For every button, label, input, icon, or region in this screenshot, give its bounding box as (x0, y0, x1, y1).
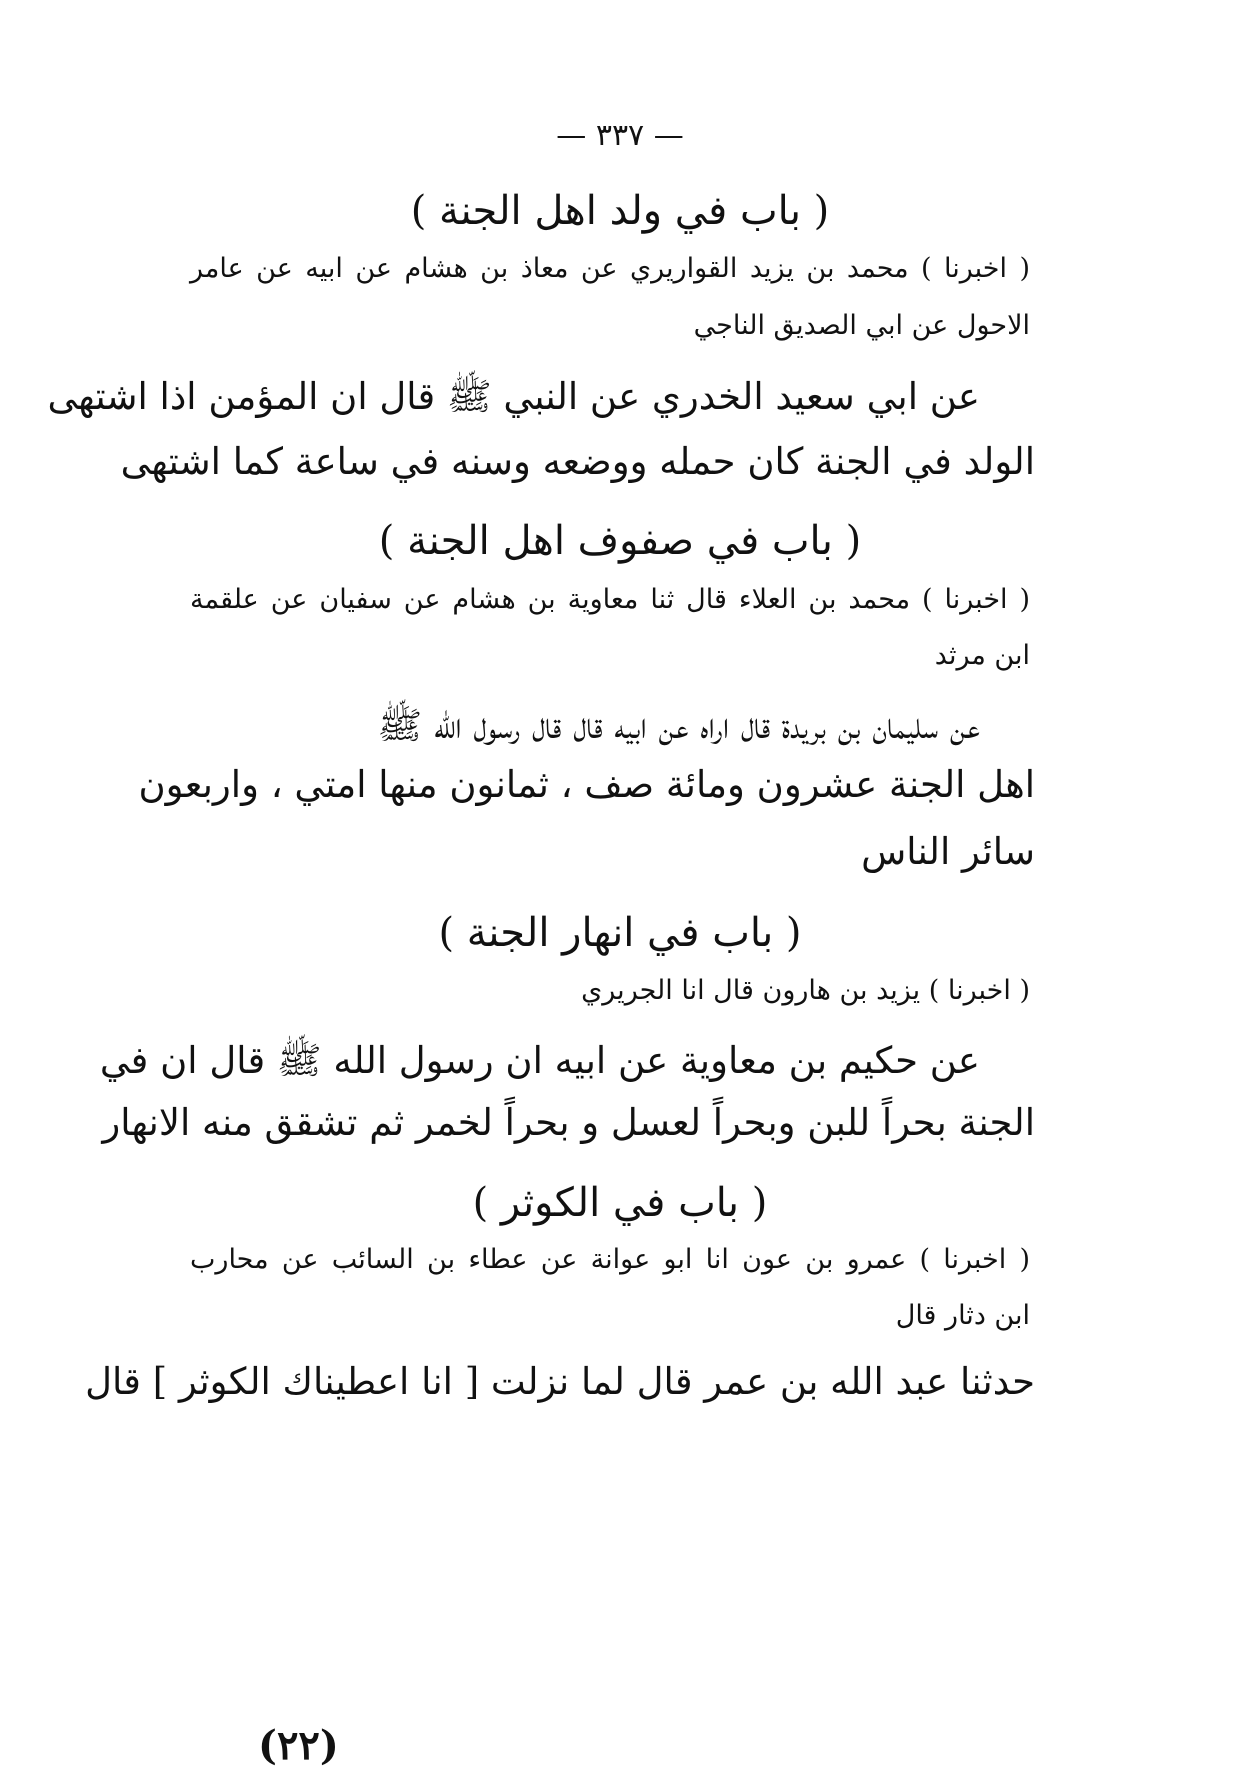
page-number: — ٣٣٧ — (556, 118, 684, 153)
section-heading: ( باب في انهار الجنة ) (438, 910, 802, 956)
hadith-text-line: سائر الناس (861, 830, 1035, 873)
isnad-line: ابن مرثد (934, 640, 1030, 671)
isnad-line: ابن دثار قال (895, 1300, 1030, 1331)
isnad-line: ( اخبرنا ) عمرو بن عون انا ابو عوانة عن عطاء بن السائب عن محارب (190, 1244, 1030, 1275)
section-heading: ( باب في صفوف اهل الجنة ) (378, 518, 862, 564)
hadith-text-line: عن حكيم بن معاوية عن ابيه ان رسول الله ﷺ قال ان في (99, 1039, 980, 1082)
section-heading: ( باب في ولد اهل الجنة ) (410, 188, 830, 234)
hadith-text-line: الجنة بحراً للبن وبحراً لعسل و بحراً لخمر ثم تشقق منه الانهار (102, 1101, 1035, 1144)
isnad-line: ( اخبرنا ) يزيد بن هارون قال انا الجريري (581, 975, 1030, 1006)
signature-mark: (٢٢) (258, 1722, 339, 1769)
isnad-line: ( اخبرنا ) محمد بن العلاء قال ثنا معاوية بن هشام عن سفيان عن علقمة (190, 584, 1030, 615)
hadith-text-line: الولد في الجنة كان حمله ووضعه وسنه في ساعة كما اشتهى (120, 440, 1035, 483)
isnad-line: الاحول عن ابي الصديق الناجي (693, 310, 1030, 341)
hadith-text-line: عن سليمان بن بريدة قال اراه عن ابيه قال قال رسول الله ﷺ (377, 704, 980, 747)
section-heading: ( باب في الكوثر ) (472, 1180, 768, 1226)
isnad-line: ( اخبرنا ) محمد بن يزيد القواريري عن معاذ بن هشام عن ابيه عن عامر (190, 253, 1030, 284)
hadith-text-line: عن ابي سعيد الخدري عن النبي ﷺ قال ان المؤمن اذا اشتهى (47, 375, 980, 418)
hadith-text-line: حدثنا عبد الله بن عمر قال لما نزلت [ انا اعطيناك الكوثر ] قال (85, 1360, 1035, 1403)
hadith-text-line: اهل الجنة عشرون ومائة صف ، ثمانون منها امتي ، واربعون (138, 763, 1035, 806)
